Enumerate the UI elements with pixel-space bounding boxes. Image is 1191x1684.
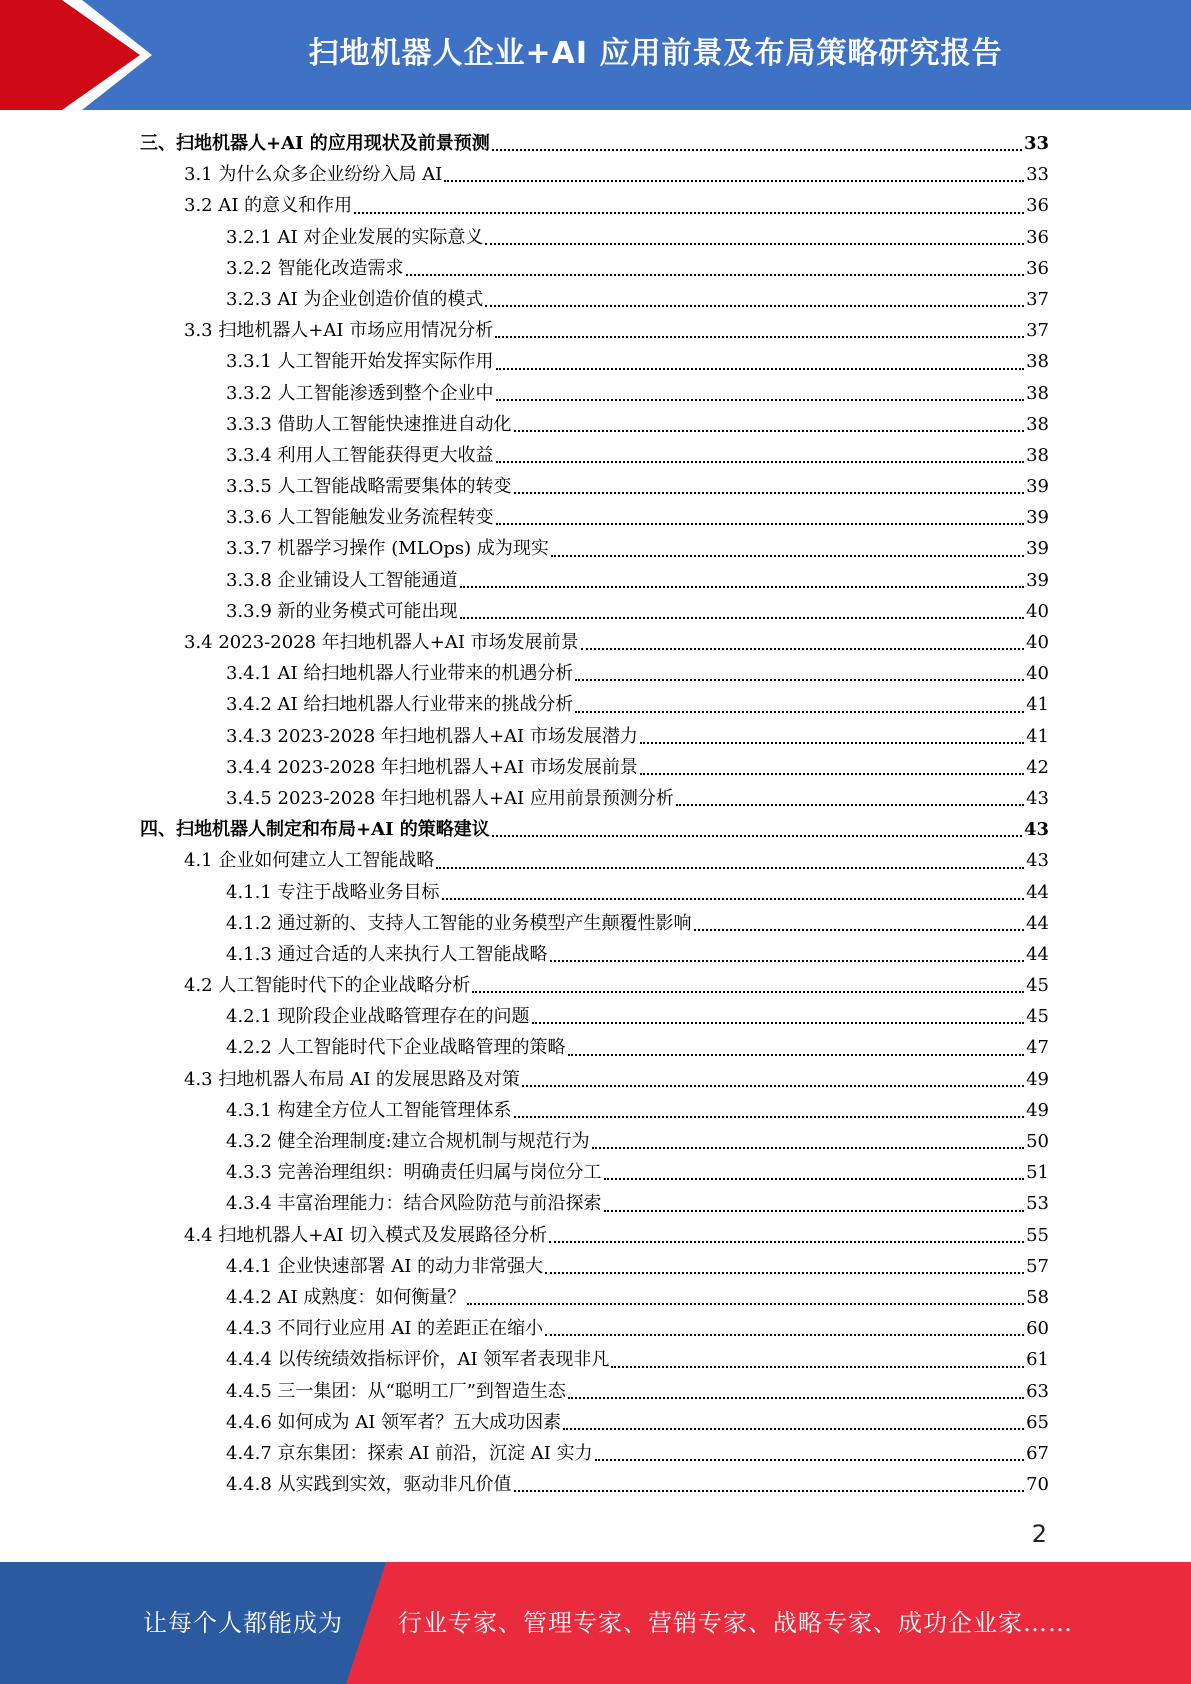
toc-entry-page: 57 — [1026, 1255, 1049, 1277]
toc-entry-page: 38 — [1026, 444, 1049, 466]
toc-entry-title: 4.4.2 AI 成熟度：如何衡量？ — [226, 1286, 466, 1308]
toc-entry[interactable] — [140, 596, 1049, 627]
toc-dot-leader — [460, 586, 1025, 588]
toc-dot-leader — [575, 679, 1024, 681]
toc-entry-title: 三、扫地机器人+AI 的应用现状及前景预测 — [140, 133, 490, 154]
table-of-contents — [140, 128, 1049, 1500]
toc-entry-title: 3.3 扫地机器人+AI 市场应用情况分析 — [184, 320, 494, 342]
toc-entry-page: 45 — [1026, 1006, 1049, 1028]
toc-entry-title: 4.3.1 构建全方位人工智能管理体系 — [226, 1099, 512, 1121]
toc-entry[interactable] — [140, 378, 1049, 409]
toc-entry-page: 50 — [1026, 1131, 1049, 1152]
toc-entry-page: 58 — [1026, 1286, 1049, 1308]
toc-dot-leader — [604, 1178, 1025, 1180]
report-title: 扫地机器人企业+AI 应用前景及布局策略研究报告 — [308, 36, 1003, 71]
toc-entry[interactable] — [140, 1188, 1049, 1219]
toc-dot-leader — [472, 991, 1024, 993]
toc-dot-leader — [495, 336, 1024, 338]
toc-entry[interactable] — [140, 752, 1049, 783]
toc-dot-leader — [496, 523, 1025, 525]
toc-entry-page: 40 — [1026, 600, 1049, 622]
toc-entry-page: 51 — [1026, 1162, 1049, 1184]
toc-entry-title: 4.1.2 通过新的、支持人工智能的业务模型产生颠覆性影响 — [226, 912, 692, 934]
toc-entry[interactable] — [140, 128, 1049, 159]
toc-entry[interactable] — [140, 814, 1049, 845]
toc-entry-page: 61 — [1026, 1349, 1049, 1371]
toc-dot-leader — [514, 1490, 1025, 1492]
toc-entry-title: 4.2 人工智能时代下的企业战略分析 — [184, 975, 471, 997]
toc-entry-title: 4.3 扫地机器人布局 AI 的发展思路及对策 — [184, 1068, 520, 1090]
toc-entry-title: 3.2.2 智能化改造需求 — [226, 257, 404, 279]
toc-entry-page: 41 — [1026, 694, 1049, 716]
toc-entry[interactable] — [140, 190, 1049, 221]
toc-entry[interactable] — [140, 284, 1049, 315]
toc-entry[interactable] — [140, 1095, 1049, 1126]
toc-entry-title: 4.4.1 企业快速部署 AI 的动力非常强大 — [226, 1255, 544, 1277]
toc-entry-title: 3.4.1 AI 给扫地机器人行业带来的机遇分析 — [226, 663, 574, 685]
toc-entry[interactable] — [140, 1282, 1049, 1313]
toc-entry[interactable] — [140, 315, 1049, 346]
toc-entry-title: 3.3.4 利用人工智能获得更大收益 — [226, 444, 494, 466]
toc-dot-leader — [522, 1085, 1024, 1087]
toc-dot-leader — [568, 1054, 1025, 1056]
toc-entry[interactable] — [140, 1407, 1049, 1438]
toc-entry[interactable] — [140, 222, 1049, 253]
toc-entry-page: 38 — [1026, 382, 1049, 404]
toc-entry-title: 4.1 企业如何建立人工智能战略 — [184, 850, 435, 872]
toc-entry[interactable] — [140, 970, 1049, 1001]
toc-entry[interactable] — [140, 1469, 1049, 1500]
toc-dot-leader — [595, 1459, 1024, 1461]
toc-entry-page: 36 — [1026, 195, 1049, 217]
footer-slogan-left: 让每个人都能成为 — [143, 1609, 343, 1637]
toc-entry-title: 3.3.6 人工智能触发业务流程转变 — [226, 507, 494, 529]
toc-dot-leader — [611, 1366, 1024, 1368]
toc-entry[interactable] — [140, 440, 1049, 471]
toc-entry-page: 43 — [1026, 850, 1049, 872]
toc-entry-page: 40 — [1026, 663, 1049, 685]
toc-dot-leader — [496, 399, 1025, 401]
toc-entry-page: 44 — [1026, 912, 1049, 934]
toc-dot-leader — [549, 1241, 1024, 1243]
toc-entry-page: 33 — [1026, 164, 1049, 186]
toc-dot-leader — [460, 617, 1025, 619]
toc-dot-leader — [592, 1147, 1025, 1149]
toc-entry[interactable] — [140, 1376, 1049, 1407]
toc-dot-leader — [467, 1303, 1024, 1305]
toc-entry-title: 3.2.3 AI 为企业创造价值的模式 — [226, 288, 484, 310]
toc-entry-page: 49 — [1026, 1068, 1049, 1090]
toc-entry[interactable] — [140, 1126, 1049, 1157]
toc-entry[interactable] — [140, 1064, 1049, 1095]
toc-dot-leader — [442, 898, 1025, 900]
toc-entry-title: 4.3.4 丰富治理能力：结合风险防范与前沿探索 — [226, 1193, 602, 1215]
toc-entry[interactable] — [140, 689, 1049, 720]
toc-entry[interactable] — [140, 1344, 1049, 1375]
toc-entry-title: 4.4 扫地机器人+AI 切入模式及发展路径分析 — [184, 1224, 548, 1246]
toc-dot-leader — [444, 180, 1024, 182]
toc-entry-page: 44 — [1026, 881, 1049, 903]
toc-entry-page: 37 — [1026, 288, 1049, 310]
toc-entry-page: 39 — [1026, 476, 1049, 498]
toc-entry-title: 4.4.6 如何成为 AI 领军者？五大成功因素 — [226, 1411, 562, 1433]
toc-entry-page: 39 — [1026, 569, 1049, 591]
toc-entry-title: 3.3.9 新的业务模式可能出现 — [226, 600, 458, 622]
toc-entry-page: 44 — [1026, 943, 1049, 965]
toc-dot-leader — [575, 711, 1024, 713]
toc-entry[interactable] — [140, 409, 1049, 440]
toc-entry-title: 3.4 2023-2028 年扫地机器人+AI 市场发展前景 — [184, 632, 579, 653]
toc-dot-leader — [492, 149, 1022, 151]
toc-entry-page: 63 — [1026, 1380, 1049, 1402]
toc-entry-title: 3.3.3 借助人工智能快速推进自动化 — [226, 413, 512, 435]
toc-dot-leader — [532, 1022, 1025, 1024]
toc-entry-title: 3.3.2 人工智能渗透到整个企业中 — [226, 382, 494, 404]
toc-entry-title: 4.3.2 健全治理制度:建立合规机制与规范行为 — [226, 1131, 590, 1152]
toc-entry[interactable] — [140, 1001, 1049, 1032]
toc-entry-page: 37 — [1026, 320, 1049, 342]
toc-entry-title: 3.4.5 2023-2028 年扫地机器人+AI 应用前景预测分析 — [226, 787, 674, 809]
toc-entry[interactable] — [140, 471, 1049, 502]
toc-entry-page: 36 — [1026, 257, 1049, 279]
toc-entry-title: 3.4.2 AI 给扫地机器人行业带来的挑战分析 — [226, 694, 574, 716]
toc-entry[interactable] — [140, 533, 1049, 564]
page-header — [0, 0, 1191, 110]
toc-dot-leader — [676, 804, 1024, 806]
toc-entry[interactable] — [140, 159, 1049, 190]
toc-entry-title: 四、扫地机器人制定和布局+AI 的策略建议 — [140, 819, 490, 841]
toc-entry-page: 33 — [1023, 133, 1049, 154]
toc-entry-title: 4.1.1 专注于战略业务目标 — [226, 881, 440, 903]
toc-entry-title: 3.3.8 企业铺设人工智能通道 — [226, 569, 458, 591]
toc-dot-leader — [581, 648, 1024, 650]
toc-dot-leader — [496, 461, 1025, 463]
toc-dot-leader — [492, 835, 1022, 837]
toc-entry-title: 3.3.1 人工智能开始发挥实际作用 — [226, 351, 494, 373]
toc-entry-title: 3.3.5 人工智能战略需要集体的转变 — [226, 476, 512, 498]
toc-entry-page: 67 — [1026, 1442, 1049, 1464]
toc-entry[interactable] — [140, 1251, 1049, 1282]
toc-dot-leader — [514, 1116, 1025, 1118]
toc-entry[interactable] — [140, 1438, 1049, 1469]
toc-entry[interactable] — [140, 346, 1049, 377]
toc-entry-title: 4.2.2 人工智能时代下企业战略管理的策略 — [226, 1037, 566, 1059]
toc-dot-leader — [640, 773, 1024, 775]
toc-dot-leader — [496, 368, 1025, 370]
toc-dot-leader — [514, 492, 1025, 494]
toc-entry-page: 43 — [1026, 787, 1049, 809]
toc-dot-leader — [485, 243, 1024, 245]
toc-entry-page: 41 — [1026, 725, 1049, 747]
toc-entry[interactable] — [140, 658, 1049, 689]
toc-entry-title: 4.4.8 从实践到实效，驱动非凡价值 — [226, 1474, 512, 1496]
toc-entry-title: 4.1.3 通过合适的人来执行人工智能战略 — [226, 943, 548, 965]
toc-entry[interactable] — [140, 627, 1049, 658]
toc-entry-page: 43 — [1023, 819, 1049, 841]
toc-dot-leader — [604, 1210, 1025, 1212]
toc-dot-leader — [406, 274, 1025, 276]
toc-entry[interactable] — [140, 783, 1049, 814]
toc-entry-title: 3.2.1 AI 对企业发展的实际意义 — [226, 226, 484, 248]
toc-dot-leader — [354, 212, 1024, 214]
footer-slogan-right: 行业专家、管理专家、营销专家、战略专家、成功企业家…… — [398, 1609, 1073, 1637]
toc-dot-leader — [551, 555, 1024, 557]
toc-entry-title: 4.4.3 不同行业应用 AI 的差距正在缩小 — [226, 1318, 544, 1340]
toc-entry-page: 38 — [1026, 351, 1049, 373]
toc-entry-page: 53 — [1026, 1193, 1049, 1215]
toc-dot-leader — [568, 1397, 1024, 1399]
toc-entry[interactable] — [140, 502, 1049, 533]
toc-entry-page: 40 — [1026, 632, 1049, 653]
toc-entry[interactable] — [140, 1032, 1049, 1063]
toc-dot-leader — [550, 960, 1025, 962]
toc-entry-page: 39 — [1026, 507, 1049, 529]
toc-entry-page: 42 — [1026, 756, 1049, 778]
toc-dot-leader — [514, 430, 1025, 432]
toc-entry[interactable] — [140, 877, 1049, 908]
toc-entry[interactable] — [140, 253, 1049, 284]
toc-dot-leader — [436, 867, 1024, 869]
toc-entry-page: 45 — [1026, 975, 1049, 997]
page-number: 2 — [1031, 1520, 1047, 1548]
toc-entry-page: 36 — [1026, 226, 1049, 248]
toc-entry[interactable] — [140, 721, 1049, 752]
toc-entry-title: 3.4.3 2023-2028 年扫地机器人+AI 市场发展潜力 — [226, 725, 638, 747]
toc-entry-page: 55 — [1026, 1224, 1049, 1246]
toc-entry-page: 49 — [1026, 1099, 1049, 1121]
toc-entry-page: 70 — [1026, 1474, 1049, 1496]
toc-entry-page: 60 — [1026, 1318, 1049, 1340]
toc-entry[interactable] — [140, 1220, 1049, 1251]
toc-dot-leader — [545, 1334, 1024, 1336]
toc-entry-page: 65 — [1026, 1411, 1049, 1433]
toc-entry-title: 3.3.7 机器学习操作 (MLOps) 成为现实 — [226, 538, 549, 560]
toc-entry-title: 4.4.7 京东集团：探索 AI 前沿，沉淀 AI 实力 — [226, 1442, 593, 1464]
toc-dot-leader — [640, 742, 1024, 744]
toc-entry-title: 3.4.4 2023-2028 年扫地机器人+AI 市场发展前景 — [226, 756, 638, 778]
toc-entry-title: 3.1 为什么众多企业纷纷入局 AI — [184, 164, 443, 186]
toc-entry[interactable] — [140, 1313, 1049, 1344]
toc-entry-title: 3.2 AI 的意义和作用 — [184, 195, 353, 217]
toc-entry[interactable] — [140, 845, 1049, 876]
toc-dot-leader — [545, 1272, 1024, 1274]
toc-entry[interactable] — [140, 939, 1049, 970]
toc-entry[interactable] — [140, 1157, 1049, 1188]
toc-dot-leader — [694, 929, 1025, 931]
toc-entry-title: 4.3.3 完善治理组织：明确责任归属与岗位分工 — [226, 1162, 602, 1184]
toc-entry-title: 4.4.5 三一集团：从“聪明工厂”到智造生态 — [226, 1380, 566, 1402]
toc-entry-page: 38 — [1026, 413, 1049, 435]
toc-dot-leader — [563, 1428, 1024, 1430]
toc-entry[interactable] — [140, 565, 1049, 596]
toc-entry[interactable] — [140, 908, 1049, 939]
toc-entry-page: 47 — [1026, 1037, 1049, 1059]
toc-entry-title: 4.4.4 以传统绩效指标评价，AI 领军者表现非凡 — [226, 1349, 610, 1371]
toc-entry-page: 39 — [1026, 538, 1049, 560]
toc-entry-title: 4.2.1 现阶段企业战略管理存在的问题 — [226, 1006, 530, 1028]
toc-dot-leader — [485, 305, 1024, 307]
